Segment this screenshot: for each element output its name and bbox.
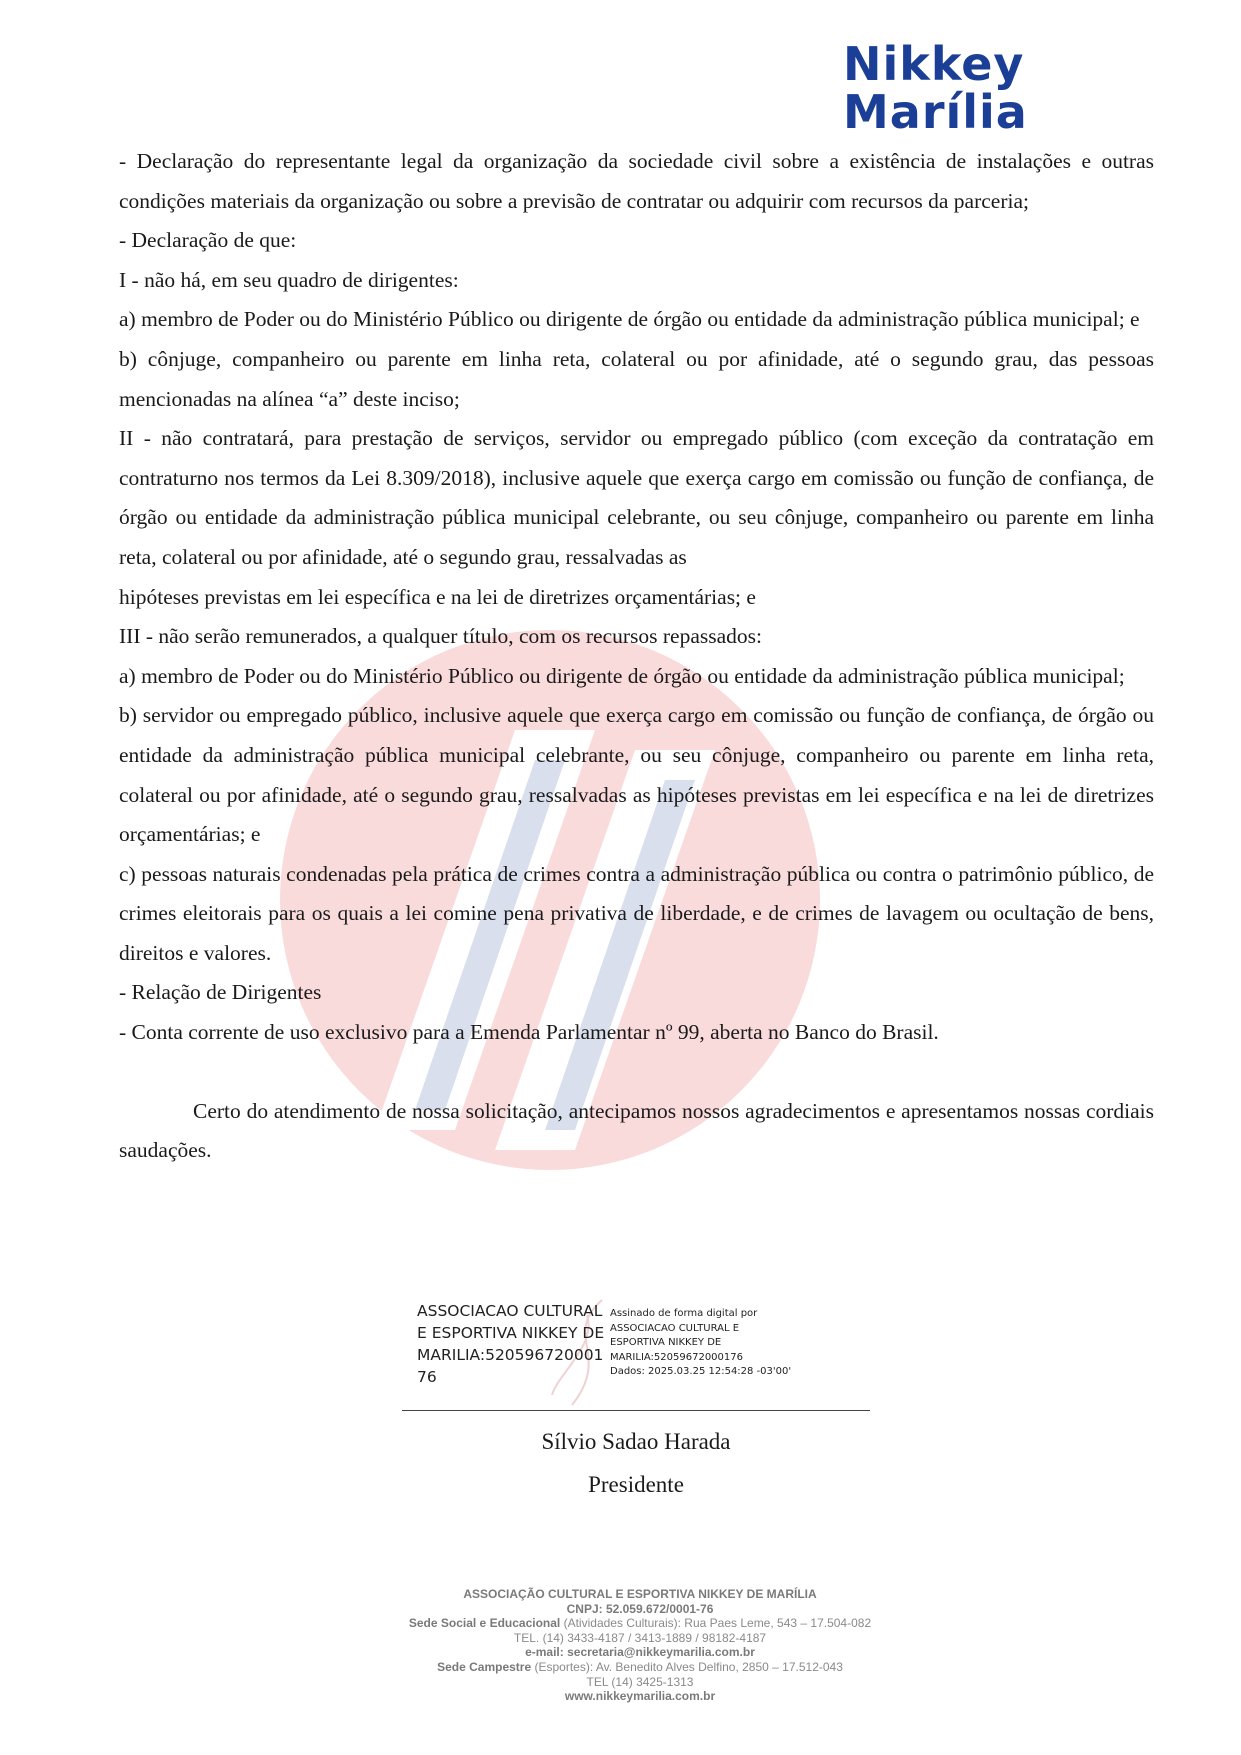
footer-sede-campestre-text: (Esportes): Av. Benedito Alves Delfino, 2850 – 17.512-043 (531, 1659, 843, 1674)
signer-role: Presidente (588, 1472, 684, 1497)
signature-detail-line: MARILIA:52059672000176 (610, 1351, 743, 1363)
signature-detail-line: Assinado de forma digital por (610, 1308, 758, 1319)
footer-tel-2: TEL (14) 3425-1313 (586, 1674, 694, 1689)
paragraph-inciso-iii-a: a) membro de Poder ou do Ministério Público ou dirigente de órgão ou entidade da administração pública municipal; (119, 663, 1125, 688)
digital-signature (402, 1300, 870, 1415)
signature-line (402, 1410, 870, 1411)
footer-sede-campestre (320, 1660, 960, 1675)
paragraph-inciso-ii-cont: hipóteses previstas em lei específica e na lei de diretrizes orçamentárias; e (119, 584, 756, 609)
paragraph-inciso-iii-b: b) servidor ou empregado público, inclusive aquele que exerça cargo em comissão ou função de confiança, de órgão ou entidade da administração pública municipal celebrante, ou seu cônjuge, companheiro ou parente em linha reta, colateral ou por afinidade, até o segundo grau, ressalvadas as hipóteses previstas em lei específica e na lei de diretrizes orçamentárias; e (119, 703, 1154, 847)
signer-name: Sílvio Sadao Harada (541, 1429, 731, 1454)
footer-cnpj: CNPJ: 52.059.672/0001-76 (566, 1601, 714, 1616)
signature-detail-line: ESPORTIVA NIKKEY DE (610, 1337, 722, 1348)
signer-line: ASSOCIACAO CULTURAL (417, 1302, 603, 1320)
paragraph-inciso-iii: III - não serão remunerados, a qualquer título, com os recursos repassados: (119, 624, 762, 649)
footer-sede-campestre-label: Sede Campestre (437, 1659, 532, 1674)
signer-line: MARILIA:520596720001 (417, 1346, 604, 1364)
signer-identity (417, 1300, 617, 1388)
paragraph-relacao-dirigentes: - Relação de Dirigentes (119, 980, 322, 1005)
closing-paragraph: Certo do atendimento de nossa solicitação, antecipamos nossos agradecimentos e apresentamos nossas cordiais saudações. (119, 1098, 1154, 1163)
paragraph-conta-corrente: - Conta corrente de uso exclusivo para a Emenda Parlamentar nº 99, aberta no Banco do Brasil. (119, 1020, 939, 1045)
signer-line: E ESPORTIVA NIKKEY DE (417, 1324, 605, 1342)
signature-detail-line: ASSOCIACAO CULTURAL E (610, 1322, 740, 1334)
logo-line-2: Marília (843, 85, 1028, 139)
digital-signature-details (610, 1307, 810, 1380)
paragraph-inciso-i: I - não há, em seu quadro de dirigentes: (119, 267, 459, 292)
document-body (119, 142, 1154, 1171)
paragraph-inciso-i-b: b) cônjuge, companheiro ou parente em linha reta, colateral ou por afinidade, até o segundo grau, das pessoas mencionadas na alínea “a” deste inciso; (119, 346, 1154, 411)
logo-line-1: Nikkey (843, 37, 1025, 91)
footer-tel-1: TEL. (14) 3433-4187 / 3413-1889 / 98182-4187 (513, 1630, 767, 1645)
footer-org: ASSOCIAÇÃO CULTURAL E ESPORTIVA NIKKEY DE MARÍLIA (463, 1587, 817, 1601)
signature-detail-line: Dados: 2025.03.25 12:54:28 -03'00' (610, 1366, 792, 1377)
nikkey-marilia-logo (843, 37, 1073, 139)
paragraph-declaracao-representante: - Declaração do representante legal da organização da sociedade civil sobre a existência de instalações e outras condições materiais da organização ou sobre a previsão de contratar ou adquirir com recursos da parceria; (119, 149, 1154, 213)
paragraph-inciso-iii-c: c) pessoas naturais condenadas pela prática de crimes contra a administração pública ou contra o patrimônio público, de crimes eleitorais para os quais a lei comine pena privativa de liberdade, e de crimes de lavagem ou ocultação de bens, direitos e valores. (119, 861, 1154, 965)
footer-sede-social-label: Sede Social e Educacional (408, 1616, 561, 1631)
paragraph-inciso-i-a: a) membro de Poder ou do Ministério Público ou dirigente de órgão ou entidade da administração pública municipal; e (119, 307, 1140, 332)
footer-sede-social-text: (Atividades Culturais): Rua Paes Leme, 543 – 17.504-082 (560, 1616, 872, 1631)
paragraph-declaracao-de-que: - Declaração de que: (119, 228, 297, 253)
signer-line: 76 (417, 1368, 437, 1386)
page-footer (320, 1587, 960, 1704)
paragraph-inciso-ii: II - não contratará, para prestação de serviços, servidor ou empregado público (com exceção da contratação em contraturno nos termos da Lei 8.309/2018), inclusive aquele que exerça cargo em comissão ou função de confiança, de órgão ou entidade da administração pública municipal celebrante, ou seu cônjuge, companheiro ou parente em linha reta, colateral ou por afinidade, até o segundo grau, ressalvadas as (119, 426, 1154, 569)
footer-sede-social (320, 1616, 960, 1631)
footer-website[interactable]: www.nikkeymarilia.com.br (564, 1689, 716, 1704)
footer-email[interactable]: e-mail: secretaria@nikkeymarilia.com.br (525, 1645, 755, 1660)
